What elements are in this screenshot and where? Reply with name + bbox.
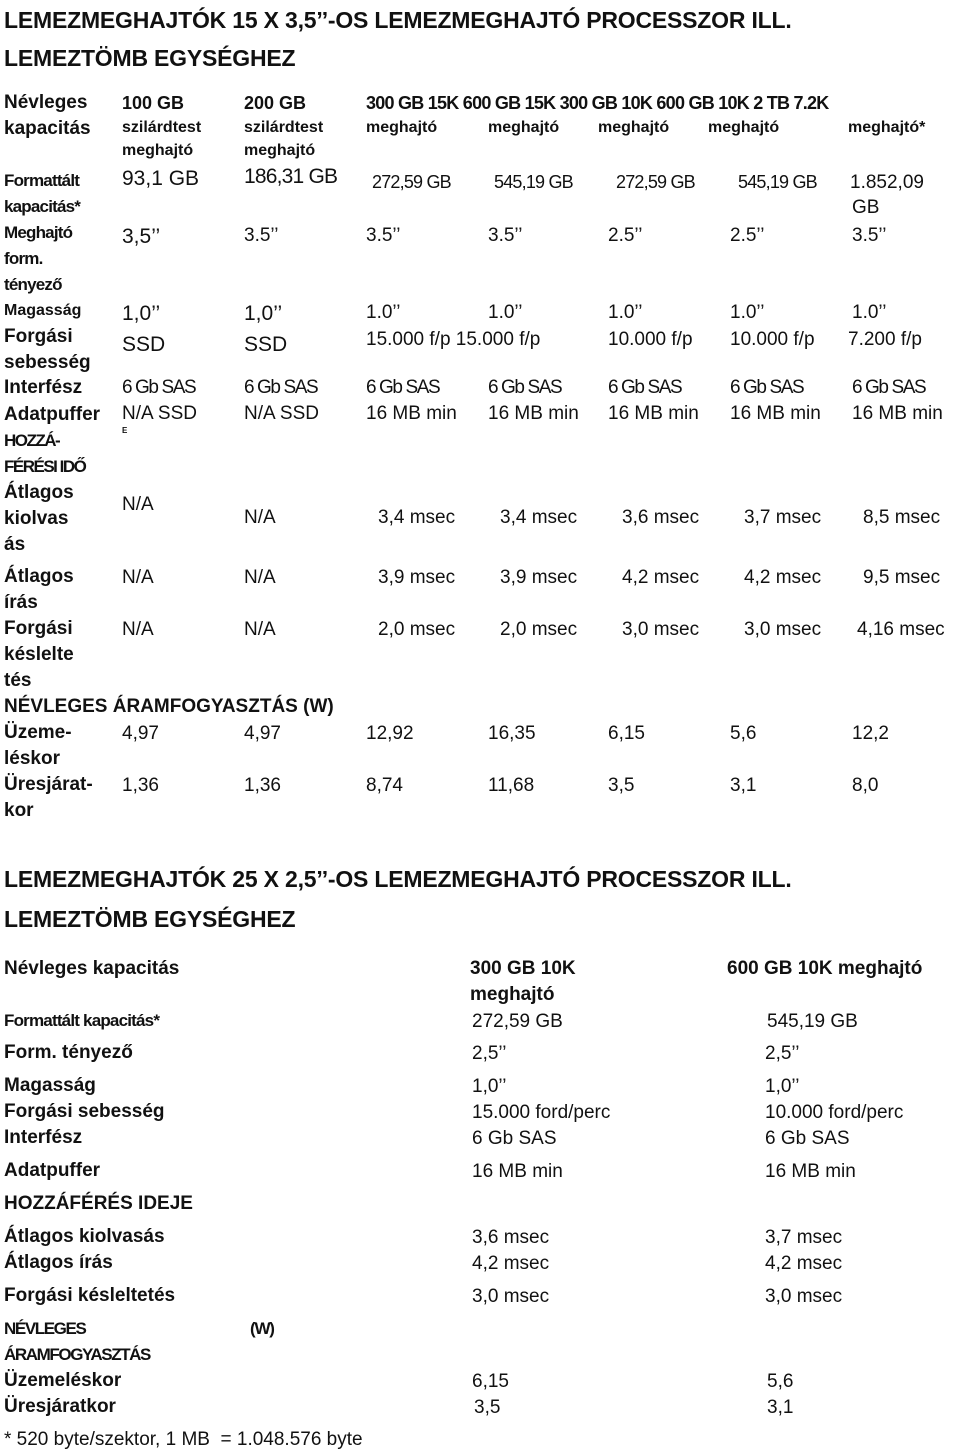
formfactor-c2: 3.5’’ [244, 225, 279, 246]
label-buffer: Adatpuffer [4, 404, 101, 425]
col5-sub: meghajtó [598, 119, 670, 136]
s2-avgread-c2: 3,7 msec [765, 1227, 843, 1248]
operating-c4: 16,35 [488, 723, 536, 744]
height-c2: 1,0’’ [244, 302, 283, 325]
interface-c7: 6 Gb SAS [852, 377, 926, 398]
s2-avgwrite-c2: 4,2 msec [765, 1253, 843, 1274]
buffer-c1: N/A SSD [122, 403, 197, 424]
label-formfactor-3: tényező [4, 275, 62, 294]
speed-c7: 7.200 f/p [848, 329, 922, 350]
formatted-c3: 272,59 GB [372, 172, 451, 192]
avgread-c3: 3,4 msec [378, 507, 456, 528]
interface-c5: 6 Gb SAS [608, 377, 682, 398]
label-speed-2: sebesség [4, 352, 91, 373]
idle-c2: 1,36 [244, 775, 281, 796]
col1-sub1: szilárdtest [122, 119, 202, 136]
idle-c1: 1,36 [122, 775, 159, 796]
label-avgwrite-2: írás [4, 592, 38, 613]
interface-c2: 6 Gb SAS [244, 377, 318, 398]
interface-c4: 6 Gb SAS [488, 377, 562, 398]
avgread-c2: N/A [244, 507, 276, 528]
s2-head-c1-line2: meghajtó [470, 984, 555, 1005]
label-latency-1: Forgási [4, 618, 73, 639]
avgread-c5: 3,6 msec [622, 507, 700, 528]
s2-label-formatted: Formattált kapacitás* [4, 1011, 160, 1030]
label-avgread-1: Átlagos [4, 482, 74, 503]
latency-c4: 2,0 msec [500, 619, 578, 640]
section1-title-line2: LEMEZTÖMB EGYSÉGHEZ [4, 45, 296, 71]
operating-c7: 12,2 [852, 723, 889, 744]
height-c4: 1.0’’ [488, 302, 523, 323]
s2-operating-c1: 6,15 [472, 1371, 509, 1392]
s2-buffer-c2: 16 MB min [765, 1161, 856, 1182]
buffer-c7: 16 MB min [852, 403, 943, 424]
label-avgread-2: kiolvas [4, 508, 69, 529]
col3-sub: meghajtó [366, 119, 438, 136]
avgread-c1: N/A [122, 494, 154, 515]
label-formfactor-1: Meghajtó [4, 223, 73, 242]
avgwrite-c7: 9,5 msec [863, 567, 941, 588]
s2-label-capacity: Névleges kapacitás [4, 958, 180, 979]
s2-label-avgwrite: Átlagos írás [4, 1252, 113, 1273]
latency-c2: N/A [244, 619, 276, 640]
formatted-c1: 93,1 GB [122, 167, 200, 190]
col2-sub1: szilárdtest [244, 119, 324, 136]
speed-c3-c4: 15.000 f/p 15.000 f/p [366, 329, 541, 350]
latency-c1: N/A [122, 619, 154, 640]
s2-latency-c1: 3,0 msec [472, 1286, 550, 1307]
label-formfactor-2: form. [4, 249, 43, 268]
col1-head: 100 GB [122, 93, 185, 113]
label-formatted-1: Formattált [4, 171, 80, 190]
s2-buffer-c1: 16 MB min [472, 1161, 563, 1182]
s2-interface-c1: 6 Gb SAS [472, 1128, 557, 1149]
label-access-2: FÉRÉSI IDŐ [4, 457, 86, 476]
avgwrite-c4: 3,9 msec [500, 567, 578, 588]
formfactor-c7: 3.5’’ [852, 225, 887, 246]
section2-title-line2: LEMEZTÖMB EGYSÉGHEZ [4, 906, 296, 932]
label-idle-1: Üresjárat- [4, 774, 93, 795]
label-capacity-2: kapacitás [4, 118, 91, 139]
s2-height-c2: 1,0’’ [765, 1076, 800, 1097]
s2-speed-c2: 10.000 ford/perc [765, 1102, 904, 1123]
s2-label-formfactor: Form. tényező [4, 1042, 133, 1063]
label-latency-3: tés [4, 670, 32, 691]
s2-avgwrite-c1: 4,2 msec [472, 1253, 550, 1274]
formatted-c5: 272,59 GB [616, 172, 695, 192]
avgread-c4: 3,4 msec [500, 507, 578, 528]
height-c1: 1,0’’ [122, 302, 161, 325]
formatted-c6: 545,19 GB [738, 172, 817, 192]
speed-c1: SSD [122, 333, 166, 356]
footnote: * 520 byte/szektor, 1 MB = 1.048.576 byte [4, 1429, 363, 1450]
s2-formatted-c2: 545,19 GB [767, 1011, 858, 1032]
buffer-c5: 16 MB min [608, 403, 699, 424]
buffer-c2: N/A SSD [244, 403, 319, 424]
col2-head: 200 GB [244, 93, 307, 113]
formfactor-c3: 3.5’’ [366, 225, 401, 246]
s2-label-height: Magasság [4, 1075, 96, 1096]
speed-c6: 10.000 f/p [730, 329, 815, 350]
s2-idle-c1: 3,5 [474, 1397, 501, 1418]
height-c3: 1.0’’ [366, 302, 401, 323]
s2-label-operating: Üzemeléskor [4, 1370, 122, 1391]
s2-label-access: HOZZÁFÉRÉS IDEJE [4, 1193, 193, 1214]
s2-label-idle: Üresjáratkor [4, 1396, 116, 1417]
label-access-1: HOZZÁ- [4, 431, 60, 450]
label-height: Magasság [4, 302, 82, 319]
s2-power-unit: (W) [250, 1319, 274, 1338]
idle-c6: 3,1 [730, 775, 757, 796]
avgread-c6: 3,7 msec [744, 507, 822, 528]
col6-sub: meghajtó [708, 119, 780, 136]
speed-c2: SSD [244, 333, 288, 356]
section1-title-line1: LEMEZMEGHAJTÓK 15 X 3,5’’-OS LEMEZMEGHAJTÓ PROCESSZOR ILL. [4, 7, 792, 33]
avgwrite-c3: 3,9 msec [378, 567, 456, 588]
height-c7: 1.0’’ [852, 302, 887, 323]
formatted-c4: 545,19 GB [494, 172, 573, 192]
avgwrite-c5: 4,2 msec [622, 567, 700, 588]
s2-height-c1: 1,0’’ [472, 1076, 507, 1097]
operating-c2: 4,97 [244, 723, 281, 744]
formfactor-c5: 2.5’’ [608, 225, 643, 246]
s2-label-buffer: Adatpuffer [4, 1160, 101, 1181]
idle-c5: 3,5 [608, 775, 635, 796]
label-interface: Interfész [4, 377, 83, 398]
s2-label-speed: Forgási sebesség [4, 1101, 165, 1122]
label-avgwrite-1: Átlagos [4, 566, 74, 587]
s2-label-power-1: NÉVLEGES [4, 1319, 86, 1338]
latency-c6: 3,0 msec [744, 619, 822, 640]
label-avgread-3: ás [4, 534, 26, 555]
formatted-c2: 186,31 GB [244, 165, 338, 188]
s2-formfactor-c1: 2,5’’ [472, 1043, 507, 1064]
formatted-c7: 1.852,09 [850, 172, 924, 193]
operating-c3: 12,92 [366, 723, 414, 744]
avgwrite-c6: 4,2 msec [744, 567, 822, 588]
s2-label-power-2: ÁRAMFOGYASZTÁS [4, 1345, 151, 1364]
interface-c3: 6 Gb SAS [366, 377, 440, 398]
s2-formatted-c1: 272,59 GB [472, 1011, 563, 1032]
speed-c5: 10.000 f/p [608, 329, 693, 350]
s2-label-interface: Interfész [4, 1127, 83, 1148]
col2-sub2: meghajtó [244, 142, 316, 159]
cols-rest-head: 300 GB 15K 600 GB 15K 300 GB 10K 600 GB 10K 2 TB 7.2K [366, 93, 829, 113]
buffer-note: E [122, 426, 128, 435]
s2-speed-c1: 15.000 ford/perc [472, 1102, 611, 1123]
operating-c1: 4,97 [122, 723, 159, 744]
buffer-c4: 16 MB min [488, 403, 579, 424]
s2-head-c1-line1: 300 GB 10K [470, 958, 576, 979]
s2-idle-c2: 3,1 [767, 1397, 794, 1418]
buffer-c3: 16 MB min [366, 403, 457, 424]
s2-latency-c2: 3,0 msec [765, 1286, 843, 1307]
s2-operating-c2: 5,6 [767, 1371, 794, 1392]
label-latency-2: késlelte [4, 644, 74, 665]
operating-c5: 6,15 [608, 723, 645, 744]
avgread-c7: 8,5 msec [863, 507, 941, 528]
height-c5: 1.0’’ [608, 302, 643, 323]
latency-c5: 3,0 msec [622, 619, 700, 640]
col1-sub2: meghajtó [122, 142, 194, 159]
label-operating-2: léskor [4, 748, 60, 769]
s2-avgread-c1: 3,6 msec [472, 1227, 550, 1248]
latency-c7: 4,16 msec [857, 619, 945, 640]
s2-label-latency: Forgási késleltetés [4, 1285, 176, 1306]
s2-interface-c2: 6 Gb SAS [765, 1128, 850, 1149]
s2-head-c2: 600 GB 10K meghajtó [727, 958, 923, 979]
avgwrite-c1: N/A [122, 567, 154, 588]
idle-c7: 8,0 [852, 775, 879, 796]
buffer-c6: 16 MB min [730, 403, 821, 424]
operating-c6: 5,6 [730, 723, 757, 744]
formfactor-c1: 3,5’’ [122, 225, 161, 248]
label-power-header: NÉVLEGES ÁRAMFOGYASZTÁS (W) [4, 696, 334, 717]
label-operating-1: Üzeme- [4, 722, 72, 743]
height-c6: 1.0’’ [730, 302, 765, 323]
interface-c6: 6 Gb SAS [730, 377, 804, 398]
idle-c4: 11,68 [488, 775, 535, 796]
formfactor-c6: 2.5’’ [730, 225, 765, 246]
label-idle-2: kor [4, 800, 34, 821]
label-capacity-1: Névleges [4, 92, 88, 113]
s2-label-avgread: Átlagos kiolvasás [4, 1226, 165, 1247]
section2-title-line1: LEMEZMEGHAJTÓK 25 X 2,5’’-OS LEMEZMEGHAJTÓ PROCESSZOR ILL. [4, 866, 792, 892]
s2-formfactor-c2: 2,5’’ [765, 1043, 800, 1064]
label-formatted-2: kapacitás* [4, 197, 81, 216]
latency-c3: 2,0 msec [378, 619, 456, 640]
label-speed-1: Forgási [4, 326, 73, 347]
formatted-c7-unit: GB [852, 197, 880, 218]
formfactor-c4: 3.5’’ [488, 225, 523, 246]
col7-sub: meghajtó* [848, 119, 926, 136]
col4-sub: meghajtó [488, 119, 560, 136]
interface-c1: 6 Gb SAS [122, 377, 196, 398]
avgwrite-c2: N/A [244, 567, 276, 588]
idle-c3: 8,74 [366, 775, 403, 796]
